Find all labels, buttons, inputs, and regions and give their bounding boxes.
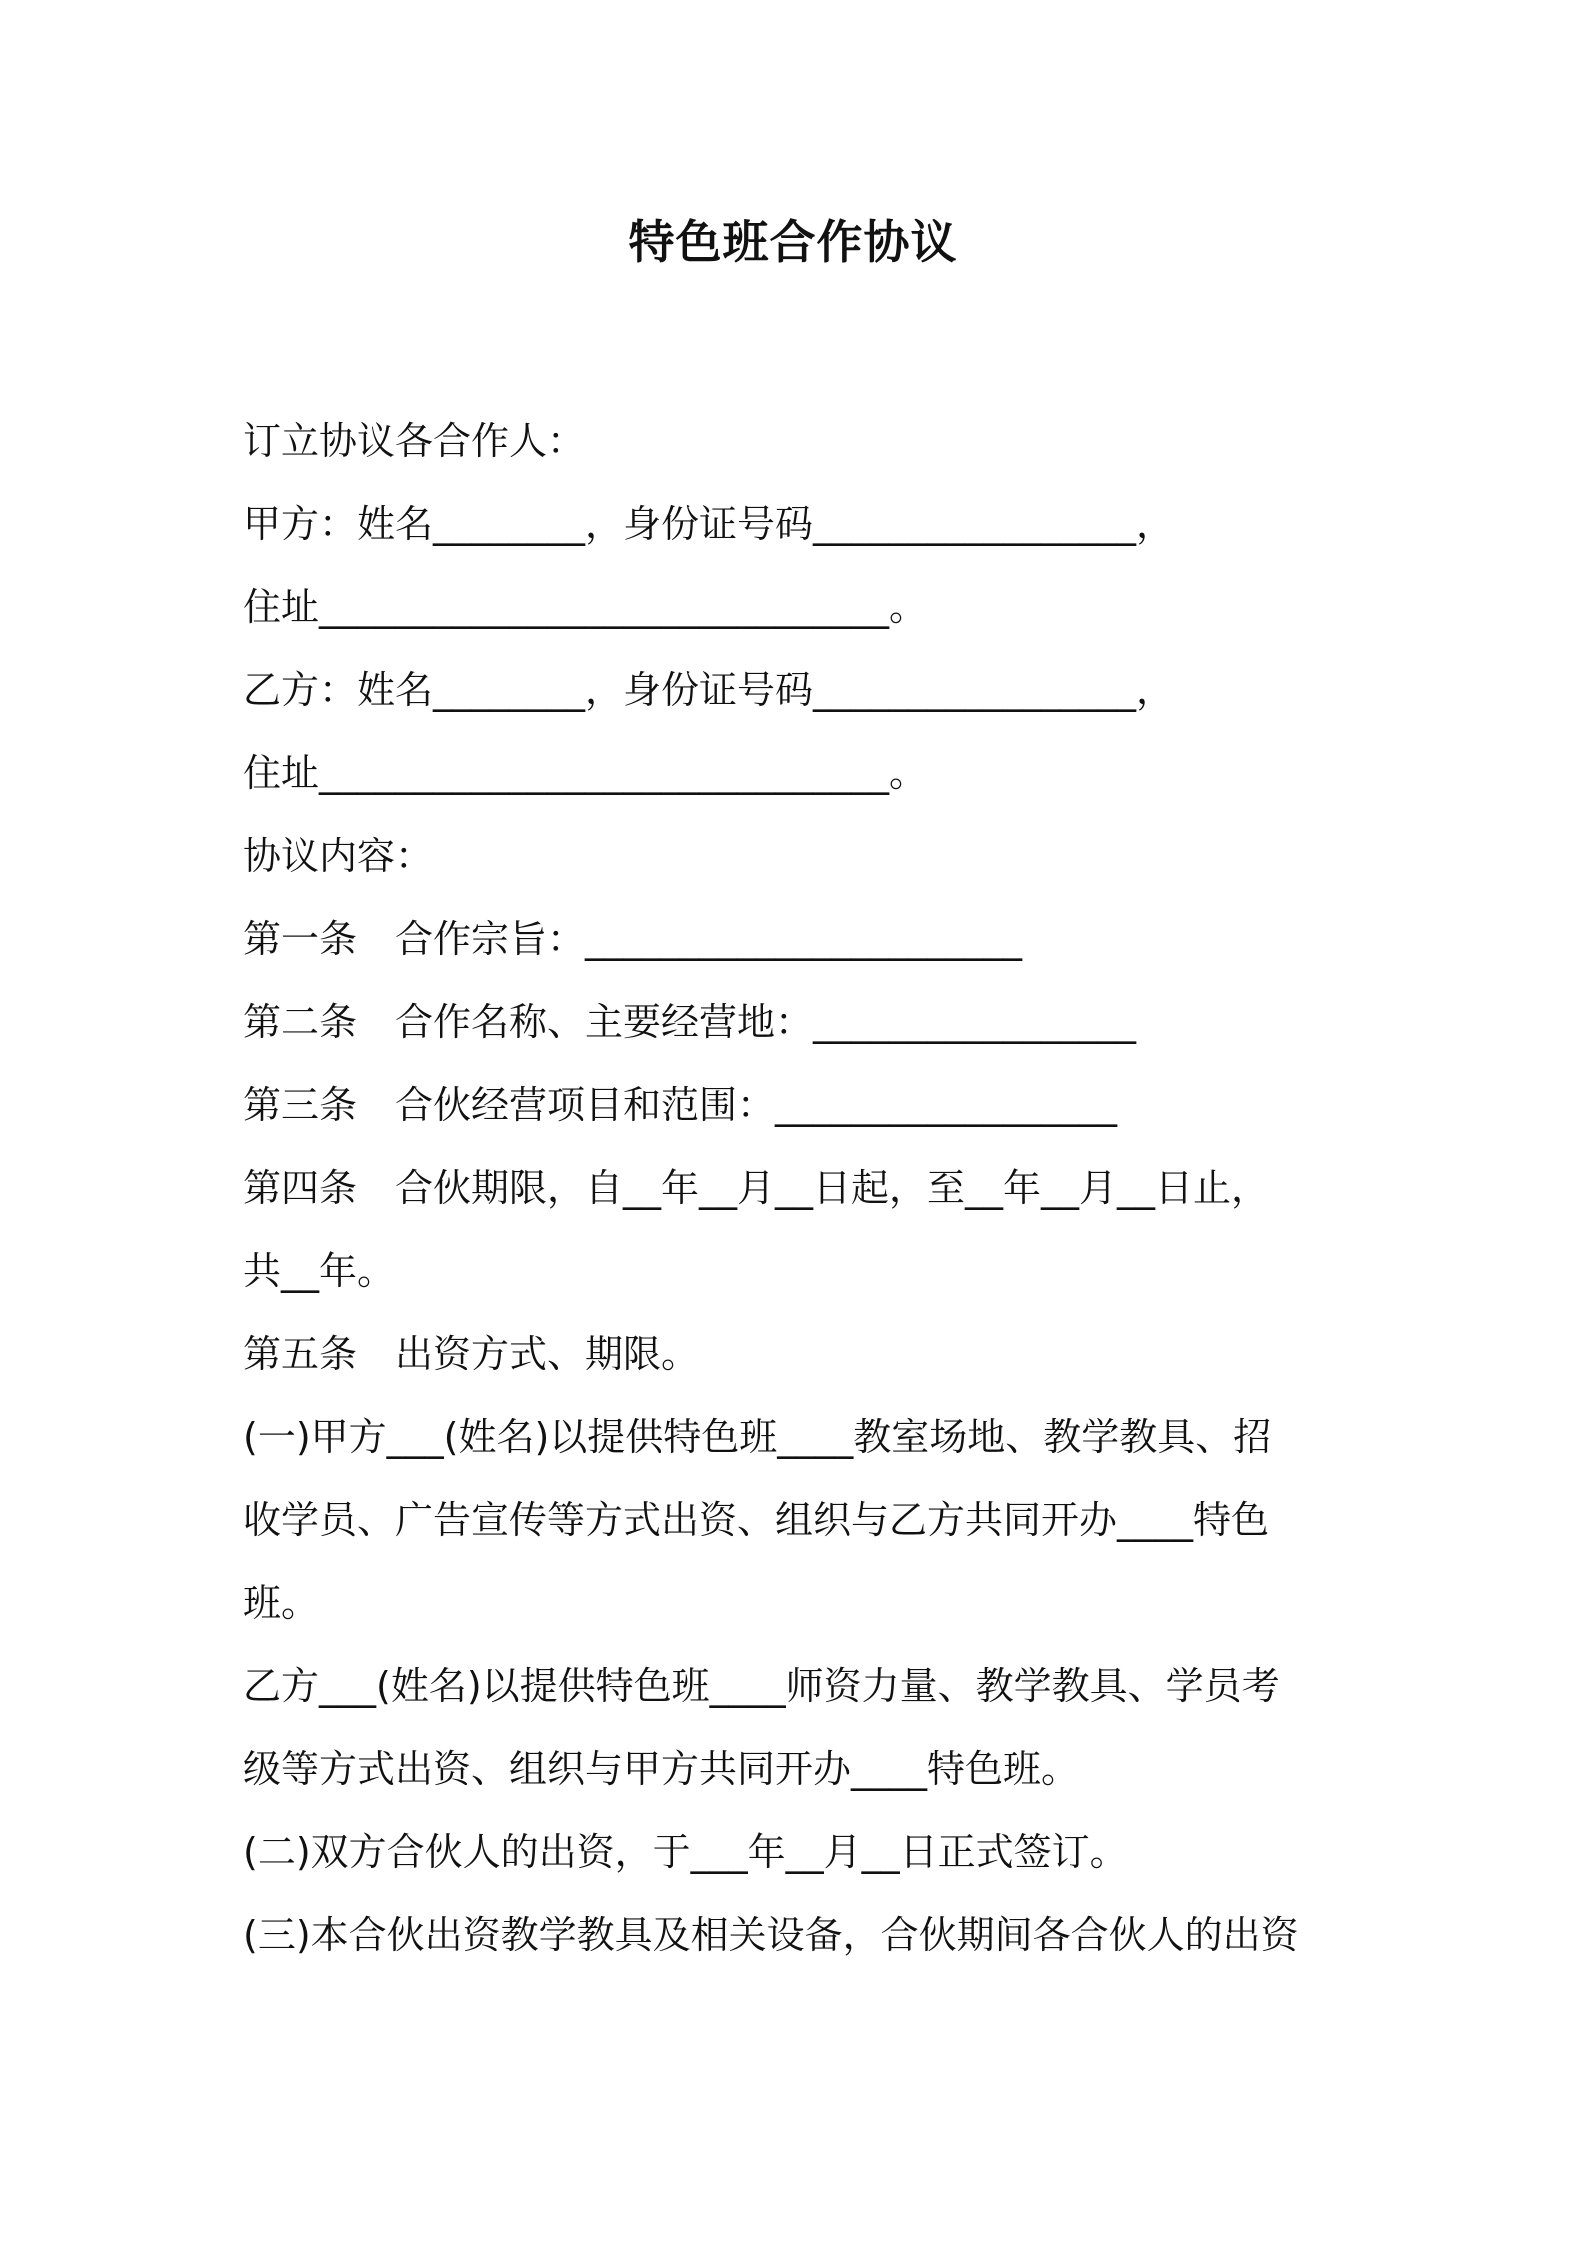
article-5-clause-1-line-1: (一)甲方___(姓名)以提供特色班____教室场地、教学教具、招	[243, 1415, 1272, 1459]
party-b-name-id-line: 乙方：姓名________，身份证号码_________________，	[243, 668, 1175, 712]
article-3: 第三条 合伙经营项目和范围：__________________	[243, 1083, 1118, 1127]
article-5-clause-2: (二)双方合伙人的出资，于___年__月__日正式签订。	[243, 1830, 1128, 1874]
party-b-address-line: 住址______________________________。	[243, 751, 928, 795]
article-2: 第二条 合作名称、主要经营地：_________________	[243, 1000, 1137, 1044]
intro-parties-heading: 订立协议各合作人：	[243, 419, 586, 463]
article-4-line-1: 第四条 合伙期限，自__年__月__日起，至__年__月__日止，	[243, 1166, 1270, 1210]
article-5-party-b-line-1: 乙方___(姓名)以提供特色班____师资力量、教学教具、学员考	[243, 1664, 1280, 1708]
party-a-name-id-line: 甲方：姓名________，身份证号码_________________，	[243, 502, 1175, 546]
article-5-party-b-line-2: 级等方式出资、组织与甲方共同开办____特色班。	[243, 1747, 1080, 1791]
article-5-clause-1-line-2: 收学员、广告宣传等方式出资、组织与乙方共同开办____特色	[243, 1498, 1270, 1542]
article-5-heading: 第五条 出资方式、期限。	[243, 1332, 700, 1376]
party-a-address-line: 住址______________________________。	[243, 585, 928, 629]
article-5-clause-3-line-1: (三)本合伙出资教学教具及相关设备，合伙期间各合伙人的出资	[243, 1913, 1299, 1957]
article-1: 第一条 合作宗旨：_______________________	[243, 917, 1023, 961]
article-4-line-2: 共__年。	[243, 1249, 396, 1293]
document-body	[243, 400, 1363, 1977]
agreement-content-heading: 协议内容：	[243, 834, 434, 878]
document-title: 特色班合作协议	[628, 215, 958, 269]
article-5-clause-1-line-3: 班。	[243, 1581, 320, 1625]
